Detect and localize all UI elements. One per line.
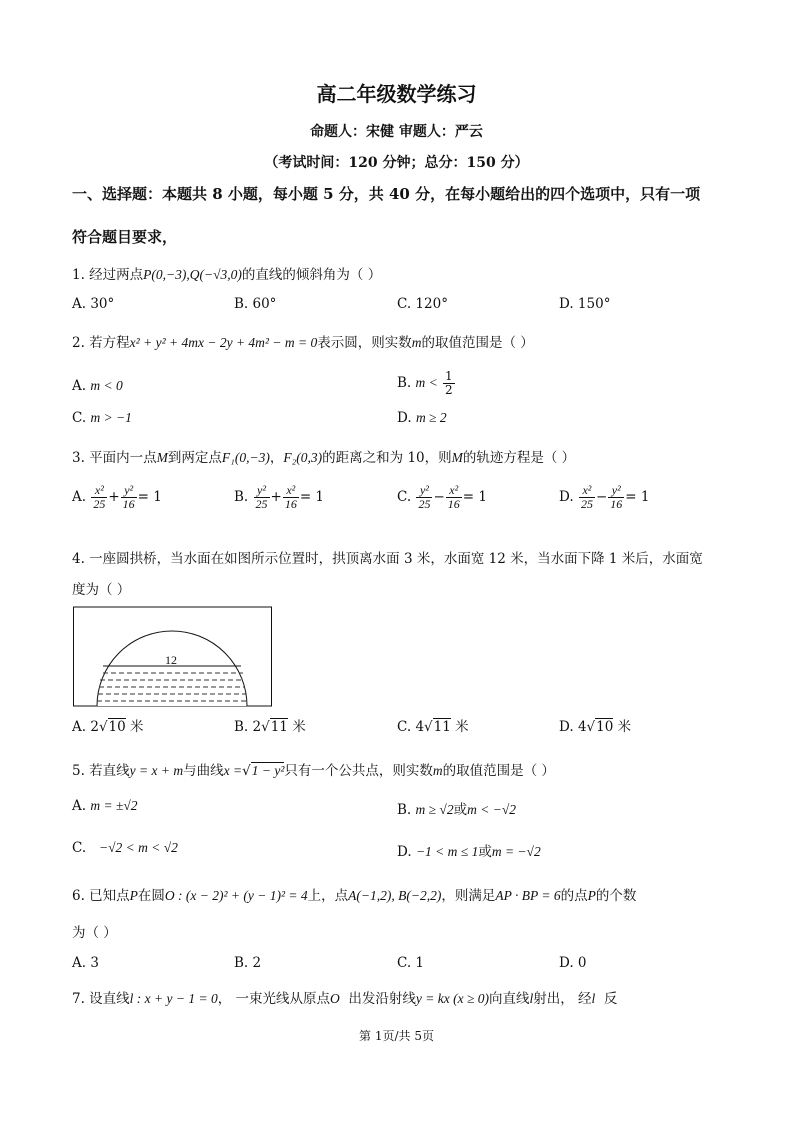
q3-option-b: B. $\frac{\text{y²}}{25}$ + $\frac{\text{x²}}{16}$ = 1 xyxy=(234,483,325,511)
q3-f2: F₂(0,3) xyxy=(283,450,323,465)
q1-points: P(0,−3),Q(−√3,0) xyxy=(143,267,242,282)
question-6-cont: 为（ ） xyxy=(72,925,117,941)
question-6: 6. 已知点P在圆O : (x − 2)² + (y − 1)² = 4上，点A(−1,2), B(−2,2)，则满足AP · BP = 6的点P的个数 xyxy=(72,888,637,904)
q3-option-a: A. $\frac{\text{x²}}{25}$ + $\frac{\text{y²}}{16}$ = 1 xyxy=(72,483,162,511)
q4-option-d: D. 4√10 米 xyxy=(559,719,632,735)
exam-info: （考试时间：120 分钟；总分：150 分） xyxy=(264,155,529,171)
figure-width-label: 12 xyxy=(165,653,177,667)
q2-stem: 2. 若方程 xyxy=(72,335,130,351)
q2-option-d: D. m ≥ 2 xyxy=(397,410,447,426)
q2-equation: x² + y² + 4mx − 2y + 4m² − m = 0 xyxy=(129,335,318,350)
q2-option-c: C. m > −1 xyxy=(72,410,132,426)
question-1 xyxy=(72,263,381,283)
question-3: 3. 平面内一点M到两定点F₁(0,−3)，F₂(0,3)的距离之和为 10，则M的轨迹方程是（ ） xyxy=(72,450,576,466)
arch-bridge-figure xyxy=(73,606,273,708)
q1-stem-end: 的直线的倾斜角为（ ） xyxy=(241,267,382,283)
q1-option-b: B. 60° xyxy=(234,296,277,312)
authors-line: 命题人：宋健 审题人：严云 xyxy=(310,124,483,140)
q5-option-a: A. m = ±√2 xyxy=(72,798,138,814)
section-heading: 一、选择题：本题共 8 小题，每小题 5 分，共 40 分，在每小题给出的四个选项中，只有一项 xyxy=(72,185,701,203)
q6-option-b: B. 2 xyxy=(234,955,262,971)
question-4: 4. 一座圆拱桥，当水面在如图所示位置时，拱顶离水面 3 米，水面宽 12 米，当水面下降 1 米后，水面宽 xyxy=(72,551,703,567)
q6-option-a: A. 3 xyxy=(72,955,99,971)
q2-option-a: A. m < 0 xyxy=(72,378,123,394)
q3-option-c: C. $\frac{\text{y²}}{25}$ − $\frac{\text{x²}}{16}$ = 1 xyxy=(397,483,487,511)
q1-option-d: D. 150° xyxy=(559,296,611,312)
q4-option-a: A. 2√10 米 xyxy=(72,719,144,735)
q5-option-d: D. −1 < m ≤ 1或m = −√2 xyxy=(397,844,541,860)
q2-stem-end: 的取值范围是（ ） xyxy=(421,335,534,351)
question-4-cont: 度为（ ） xyxy=(72,582,131,598)
q3-option-d: D. $\frac{\text{x²}}{25}$ − $\frac{\text{y²}}{16}$ = 1 xyxy=(559,483,650,511)
q3-f1: F₁(0,−3) xyxy=(221,450,270,465)
q2-var: m xyxy=(411,335,422,350)
q6-vector-equation: AP · BP = 6 xyxy=(495,888,561,903)
question-7: 7. 设直线l : x + y − 1 = 0， 一束光线从原点O 出发沿射线y = kx (x ≥ 0)向直线l射出， 经l 反 xyxy=(72,991,618,1007)
q5-option-b: B. m ≥ √2或m < −√2 xyxy=(397,802,516,818)
question-2 xyxy=(72,331,534,351)
q5-option-c: C. −√2 < m < √2 xyxy=(72,840,178,856)
question-5: 5. 若直线y = x + m与曲线x =√1 − y²只有一个公共点，则实数m的取值范围是（ ） xyxy=(72,763,555,779)
q6-option-c: C. 1 xyxy=(397,955,425,971)
q2-option-b: B. m < $\frac{1}{2}$ xyxy=(397,369,453,397)
section-heading-cont: 符合题目要求， xyxy=(72,228,178,246)
q4-option-c: C. 4√11 米 xyxy=(397,719,469,735)
q2-fraction: $\frac{1}{2}$ xyxy=(445,369,453,397)
page-title: 高二年级数学练习 xyxy=(316,82,477,106)
q2-stem-mid: 表示圆，则实数 xyxy=(317,335,412,351)
page-number: 第 1页/共 5页 xyxy=(359,1029,434,1043)
q1-option-c: C. 120° xyxy=(397,296,448,312)
q4-option-b: B. 2√11 米 xyxy=(234,719,306,735)
q1-option-a: A. 30° xyxy=(72,296,115,312)
q6-option-d: D. 0 xyxy=(559,955,587,971)
q1-stem: 1. 经过两点 xyxy=(72,267,144,283)
